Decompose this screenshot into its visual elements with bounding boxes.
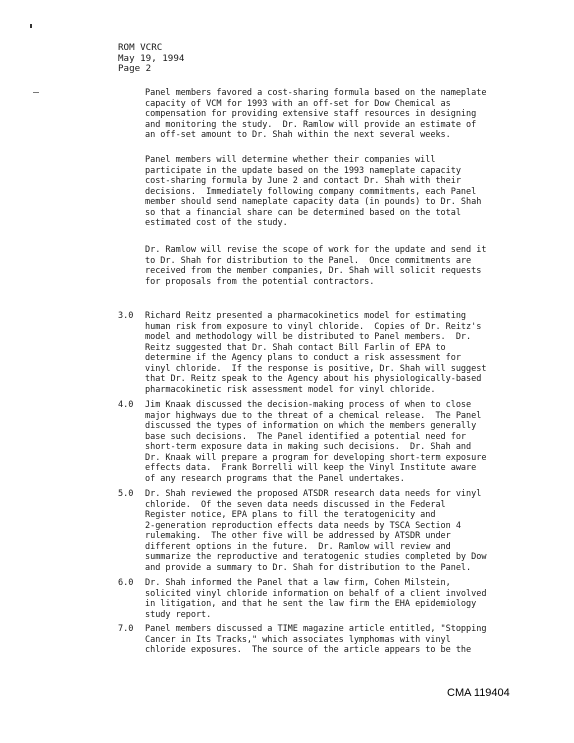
item-text: Dr. Shah reviewed the proposed ATSDR research data needs for vinyl: [145, 489, 482, 499]
text-line: discussed the types of information on which the members generally: [145, 421, 477, 432]
scan-mark: [30, 24, 32, 28]
text-line: an off-set amount to Dr. Shah within the next several weeks.: [145, 130, 451, 141]
memo-header: [118, 43, 184, 75]
text-line: [118, 311, 486, 322]
text-line: determine if the Agency plans to conduct a risk assessment for: [145, 353, 461, 364]
numbered-item: [118, 311, 486, 395]
numbered-item: [118, 489, 486, 573]
text-line: that Dr. Reitz speak to the Agency about his physiologically-based: [145, 374, 482, 385]
text-line: Panel members favored a cost-sharing formula based on the nameplate: [145, 88, 487, 98]
item-number: 3.0: [118, 311, 134, 321]
text-line: cost-sharing formula by June 2 and contact Dr. Shah with their: [145, 176, 461, 187]
item-number: 4.0: [118, 400, 134, 410]
text-line: capacity of VCM for 1993 with an off-set for Dow Chemical as: [145, 98, 451, 109]
text-line: chloride. Of the seven data needs discussed in the Federal: [145, 499, 446, 510]
bates-number: CMA 119404: [447, 687, 510, 699]
text-line: short-term exposure data in making such decisions. Dr. Shah and: [145, 442, 472, 453]
item-number: 6.0: [118, 578, 134, 588]
text-line: and provide a summary to Dr. Shah for distribution to the Panel.: [145, 562, 472, 573]
header-line: ROM VCRC: [118, 42, 163, 53]
paragraph: [145, 155, 481, 229]
text-line: decisions. Immediately following company commitments, each Panel: [145, 186, 477, 197]
item-text: Dr. Shah informed the Panel that a law firm, Cohen Milstein,: [145, 578, 451, 588]
text-line: compensation for providing extensive staff resources in designing: [145, 109, 477, 120]
text-line: of any research programs that the Panel undertakes.: [145, 473, 405, 484]
text-line: member should send nameplate capacity data (in pounds) to Dr. Shah: [145, 197, 482, 208]
text-line: rulemaking. The other five will be addressed by ATSDR under: [145, 531, 451, 542]
text-line: Reitz suggested that Dr. Shah contact Bill Farlin of EPA to: [145, 342, 446, 353]
text-line: [118, 578, 486, 589]
text-line: solicited vinyl chloride information on behalf of a client involved: [145, 588, 487, 599]
item-number: 7.0: [118, 624, 134, 634]
text-line: pharmacokinetic risk assessment model for vinyl chloride.: [145, 384, 436, 395]
header-line: May 19, 1994: [118, 52, 185, 64]
text-line: received from the member companies, Dr. Shah will solicit requests: [145, 266, 482, 277]
text-line: major highways due to the threat of a chemical release. The Panel: [145, 410, 482, 421]
text-line: human risk from exposure to vinyl chloride. Copies of Dr. Reitz's: [145, 321, 482, 332]
text-line: Cancer in Its Tracks," which associates lymphomas with vinyl: [145, 634, 451, 645]
text-line: [118, 400, 486, 411]
text-line: and monitoring the study. Dr. Ramlow will provide an estimate of: [145, 119, 477, 130]
text-line: Dr. Knaak will prepare a program for developing short-term exposure: [145, 452, 487, 463]
text-line: 2-generation reproduction effects data needs by TSCA Section 4: [145, 520, 461, 531]
text-line: [118, 489, 486, 500]
item-text: Richard Reitz presented a pharmacokinetics model for estimating: [145, 311, 467, 321]
text-line: chloride exposures. The source of the article appears to be the: [145, 645, 472, 656]
text-line: model and methodology will be distributed to Panel members. Dr.: [145, 332, 472, 343]
item-text: Panel members discussed a TIME magazine article entitled, "Stopping: [145, 624, 487, 634]
paragraph: [145, 88, 486, 141]
text-line: study report.: [145, 609, 212, 620]
text-line: [118, 624, 486, 635]
text-line: base such decisions. The Panel identified a potential need for: [145, 431, 467, 442]
numbered-item: [118, 400, 486, 484]
text-line: effects data. Frank Borrelli will keep the Vinyl Institute aware: [145, 463, 477, 474]
text-line: different options in the future. Dr. Ramlow will review and: [145, 541, 451, 552]
item-number: 5.0: [118, 489, 134, 499]
header-line: Page 2: [118, 63, 152, 75]
numbered-item: [118, 624, 486, 656]
text-line: estimated cost of the study.: [145, 218, 288, 229]
item-text: Jim Knaak discussed the decision-making process of when to close: [145, 400, 472, 410]
text-line: to Dr. Shah for distribution to the Panel. Once commitments are: [145, 255, 472, 266]
scan-mark: [33, 92, 39, 93]
text-line: Register notice, EPA plans to fill the teratogenicity and: [145, 510, 436, 521]
text-line: for proposals from the potential contractors.: [145, 276, 375, 287]
numbered-item: [118, 578, 486, 620]
text-line: Panel members will determine whether their companies will: [145, 155, 436, 165]
paragraph: [145, 245, 486, 287]
text-line: Dr. Ramlow will revise the scope of work for the update and send it: [145, 245, 487, 255]
text-line: in litigation, and that he sent the law firm the EHA epidemiology: [145, 599, 477, 610]
text-line: so that a financial share can be determined based on the total: [145, 207, 461, 218]
text-line: summarize the reproductive and teratogenic studies completed by Dow: [145, 552, 487, 563]
text-line: vinyl chloride. If the response is positive, Dr. Shah will suggest: [145, 363, 487, 374]
text-line: participate in the update based on the 1993 nameplate capacity: [145, 165, 461, 176]
